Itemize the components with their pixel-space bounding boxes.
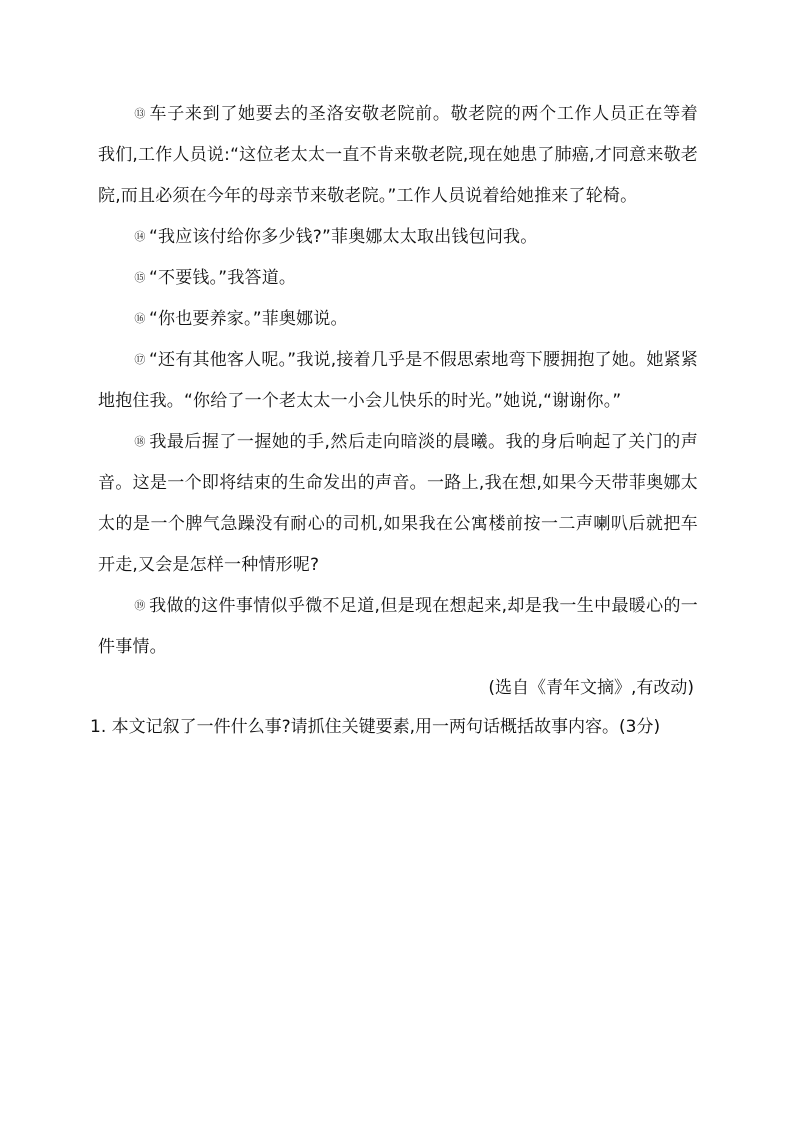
paragraph-number: ⑯ — [134, 312, 146, 325]
paragraph-14 — [98, 217, 698, 258]
paragraph-text: “还有其他客人呢。”我说,接着几乎是不假思索地弯下腰拥抱了她。她紧紧地抱住我。“你给了一个老太太一小会儿快乐的时光。”她说,“谢谢你。” — [98, 350, 698, 411]
paragraph-19 — [98, 586, 698, 668]
paragraph-number: ⑱ — [134, 435, 146, 448]
paragraph-15 — [98, 258, 698, 299]
paragraph-text: “我应该付给你多少钱?”菲奥娜太太取出钱包问我。 — [149, 227, 538, 247]
paragraph-text: 车子来到了她要去的圣洛安敬老院前。敬老院的两个工作人员正在等着我们,工作人员说:“这位老太太一直不肯来敬老院,现在她患了肺癌,才同意来敬老院,而且必须在今年的母亲节来敬老院。”工作人员说着给她推来了轮椅。 — [98, 104, 698, 206]
paragraph-13 — [98, 94, 698, 217]
paragraph-text: 我做的这件事情似乎微不足道,但是现在想起来,却是我一生中最暖心的一件事情。 — [98, 596, 698, 657]
question-1: 1. 本文记叙了一件什么事?请抓住关键要素,用一两句话概括故事内容。(3分) — [90, 717, 661, 737]
paragraph-text: 我最后握了一握她的手,然后走向暗淡的晨曦。我的身后响起了关门的声音。这是一个即将结束的生命发出的声音。一路上,我在想,如果今天带菲奥娜太太的是一个脾气急躁没有耐心的司机,如果我在公寓楼前按一二声喇叭后就把车开走,又会是怎样一种情形呢? — [98, 432, 698, 575]
paragraph-16 — [98, 299, 698, 340]
paragraph-number: ⑲ — [134, 599, 146, 612]
paragraph-number: ⑬ — [134, 107, 146, 120]
paragraph-number: ⑮ — [134, 271, 146, 284]
paragraph-17 — [98, 340, 698, 422]
document-body — [90, 94, 698, 747]
paragraph-text: “不要钱。”我答道。 — [149, 268, 297, 288]
paragraph-number: ⑭ — [134, 230, 146, 243]
paragraph-number: ⑰ — [134, 353, 146, 366]
paragraph-18 — [98, 422, 698, 586]
source-citation: (选自《青年文摘》,有改动) — [488, 678, 694, 698]
paragraph-text: “你也要养家。”菲奥娜说。 — [149, 309, 348, 329]
